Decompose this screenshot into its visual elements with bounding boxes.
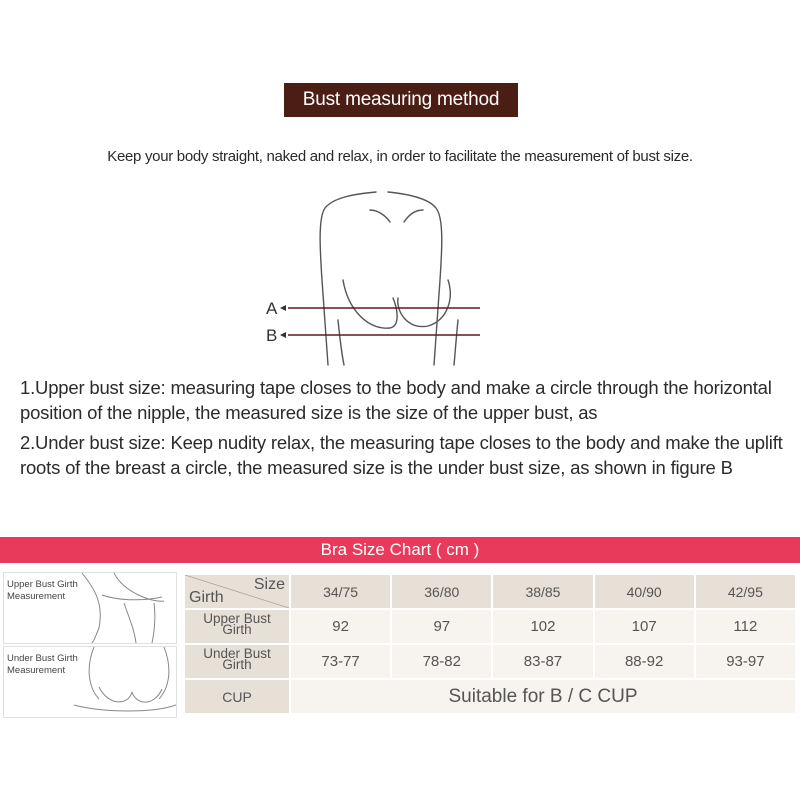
under-bust-illustration (3, 646, 177, 718)
figure-label-b: B (266, 326, 278, 345)
intro-text: Keep your body straight, naked and relax, in order to facilitate the measurement of bust size. (107, 148, 693, 165)
table-cell: 73-77 (291, 645, 390, 678)
bust-figure-illustration (258, 180, 518, 370)
table-row (185, 680, 795, 713)
table-cell: 93-97 (696, 645, 795, 678)
size-header: 38/85 (493, 575, 592, 608)
row-label-under-bust: Under Bust Girth (185, 645, 289, 678)
table-cell: 83-87 (493, 645, 592, 678)
table-cell: 112 (696, 610, 795, 643)
table-cell: 102 (493, 610, 592, 643)
table-cell: 107 (595, 610, 694, 643)
instruction-under-bust: 2.Under bust size: Keep nudity relax, the measuring tape closes to the body and make the uplift roots of the breast a circle, the measured size is the under bust size, as shown in figure B (20, 432, 783, 478)
table-row (185, 610, 795, 643)
table-header-row (185, 575, 795, 608)
size-header: 34/75 (291, 575, 390, 608)
size-chart-title: Bra Size Chart ( cm ) (0, 537, 800, 563)
size-header: 36/80 (392, 575, 491, 608)
size-header: 40/90 (595, 575, 694, 608)
illustration-label: Upper Bust Girth Measurement (7, 579, 78, 602)
table-row (185, 645, 795, 678)
size-header: 42/95 (696, 575, 795, 608)
row-label-cup: CUP (185, 680, 289, 713)
figure-label-a: A (266, 299, 278, 318)
row-label-upper-bust: Upper Bust Girth (185, 610, 289, 643)
upper-bust-illustration (3, 572, 177, 644)
illustration-label: Under Bust Girth Measurement (7, 653, 78, 676)
cup-value: Suitable for B / C CUP (291, 680, 795, 713)
size-table (183, 573, 797, 715)
table-cell: 78-82 (392, 645, 491, 678)
page-title: Bust measuring method (284, 83, 518, 117)
corner-cell: Size Girth (185, 575, 289, 608)
instruction-upper-bust: 1.Upper bust size: measuring tape closes to the body and make a circle through the horizontal position of the nipple, the measured size is the size of the upper bust, as (20, 377, 772, 423)
table-cell: 88-92 (595, 645, 694, 678)
table-cell: 92 (291, 610, 390, 643)
table-cell: 97 (392, 610, 491, 643)
